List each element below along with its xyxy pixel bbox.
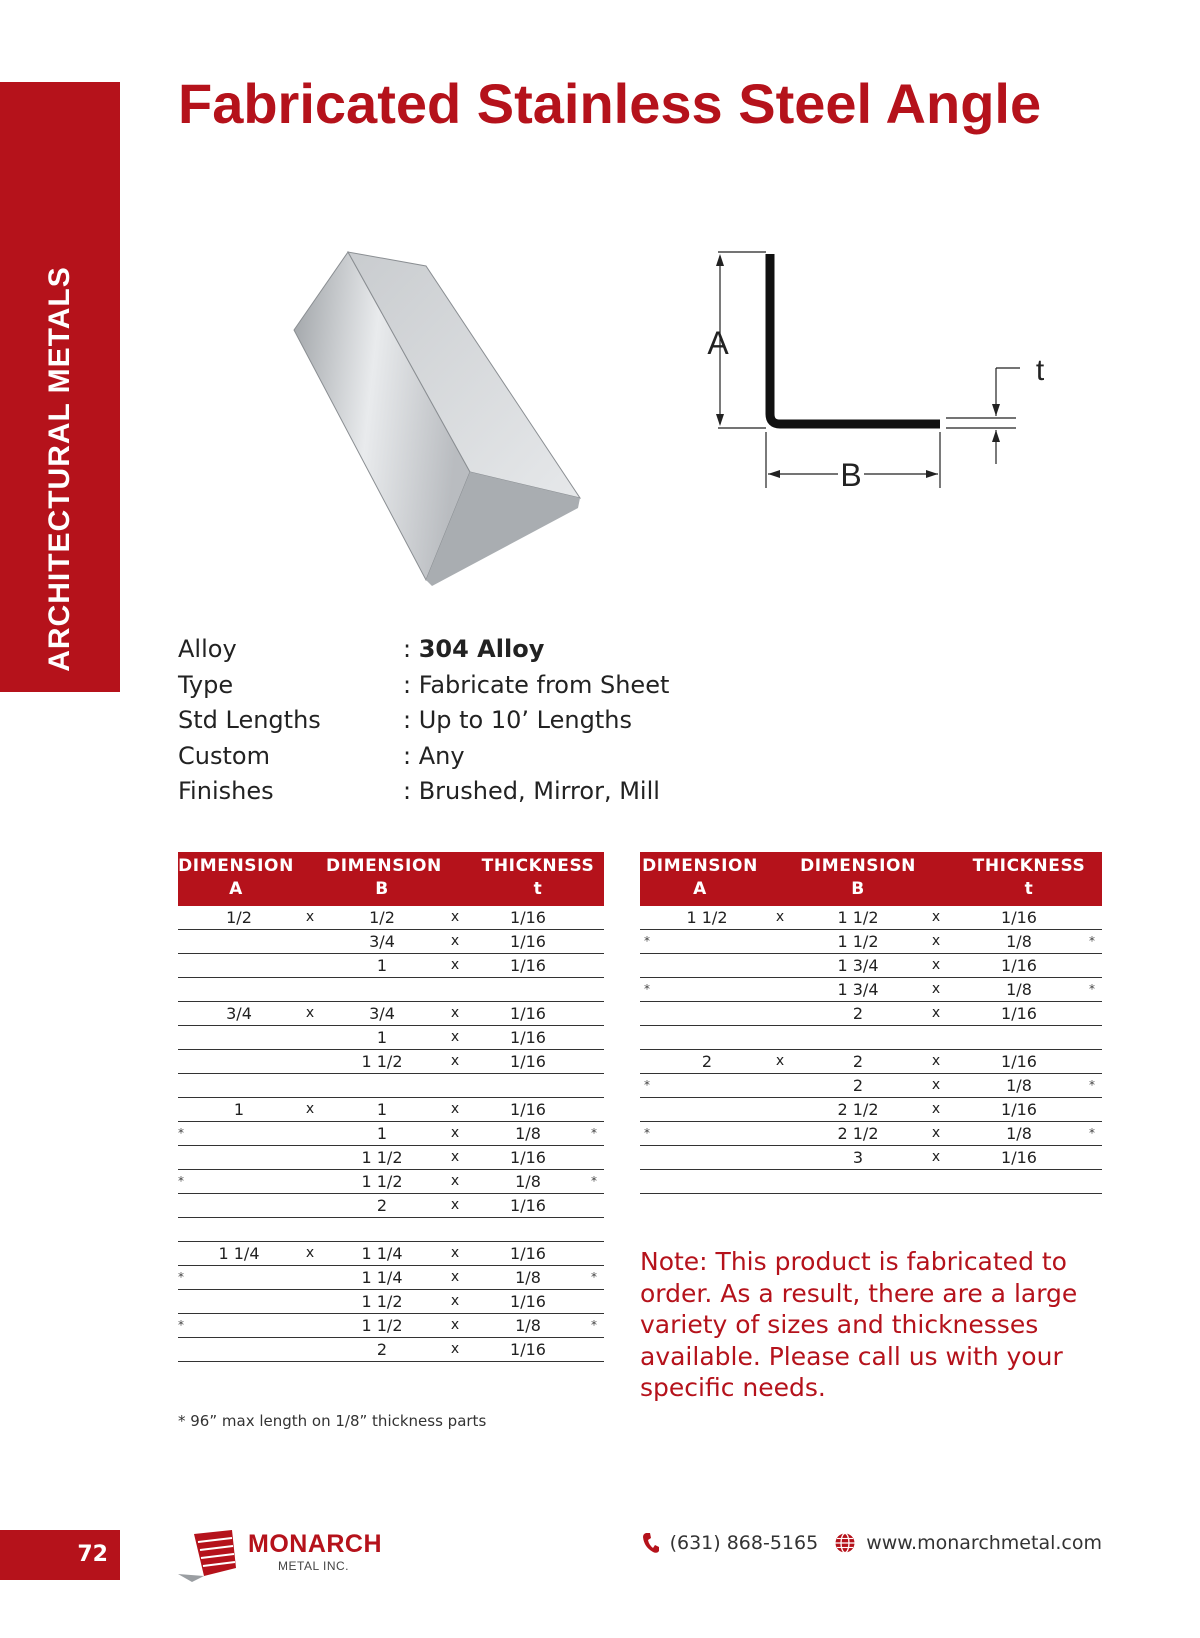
- separator-x: x: [294, 906, 326, 930]
- table-row: [178, 1050, 604, 1074]
- star-marker: [1082, 1098, 1102, 1122]
- table-row: [178, 1074, 604, 1098]
- thickness-cell: 1/16: [956, 1146, 1082, 1170]
- header-dimension-b: DIMENSION B: [800, 852, 916, 906]
- spec-label: Finishes: [178, 777, 274, 805]
- separator-x: x: [438, 1338, 472, 1362]
- star-marker: *: [584, 1266, 604, 1290]
- dimension-a-cell: [184, 1218, 294, 1242]
- star-marker: [584, 1026, 604, 1050]
- star-marker: [1082, 1050, 1102, 1074]
- table-row: [178, 1026, 604, 1050]
- dimension-b-cell: 1: [326, 1122, 438, 1146]
- spec-row-finishes: Finishes : Brushed, Mirror, Mill: [178, 774, 669, 810]
- thickness-cell: 1/16: [956, 1098, 1082, 1122]
- star-marker: *: [584, 1314, 604, 1338]
- separator-x: x: [916, 906, 956, 930]
- separator-x: x: [916, 1050, 956, 1074]
- star-marker: [1082, 1146, 1102, 1170]
- dimension-a-cell: [654, 1170, 760, 1194]
- thickness-cell: 1/16: [472, 1146, 584, 1170]
- thickness-cell: 1/16: [472, 906, 584, 930]
- separator-x: x: [294, 1242, 326, 1266]
- separator-x: [760, 978, 800, 1002]
- thickness-cell: 1/16: [956, 954, 1082, 978]
- separator-x: [760, 954, 800, 978]
- dimension-a-cell: [184, 930, 294, 954]
- separator-x: [438, 978, 472, 1002]
- dimension-b-cell: 1 1/2: [326, 1290, 438, 1314]
- thickness-cell: 1/16: [956, 906, 1082, 930]
- star-marker: [640, 1146, 654, 1170]
- dimension-a-cell: [184, 1266, 294, 1290]
- dimension-a-cell: 2: [654, 1050, 760, 1074]
- contact-info: [642, 1532, 1102, 1554]
- star-marker: [1082, 954, 1102, 978]
- dimension-b-cell: 3/4: [326, 1002, 438, 1026]
- separator-x: x: [438, 930, 472, 954]
- table-row: [178, 1098, 604, 1122]
- separator-x: [916, 1170, 956, 1194]
- star-marker: [640, 1002, 654, 1026]
- separator-x: [294, 1146, 326, 1170]
- thickness-cell: 1/16: [472, 1194, 584, 1218]
- page-number: 72: [0, 1530, 120, 1580]
- thickness-cell: 1/8: [956, 1122, 1082, 1146]
- star-marker: [1082, 906, 1102, 930]
- header-dimension-a: DIMENSION A: [178, 852, 294, 906]
- page-title: Fabricated Stainless Steel Angle: [178, 72, 1042, 135]
- table-row: [178, 1338, 604, 1362]
- spec-row-std-lengths: Std Lengths : Up to 10’ Lengths: [178, 703, 669, 739]
- star-marker: [1082, 1002, 1102, 1026]
- thickness-cell: 1/16: [472, 930, 584, 954]
- table-row: [178, 1170, 604, 1194]
- dimension-a-cell: [184, 978, 294, 1002]
- separator-x: x: [438, 1290, 472, 1314]
- dimension-table-left: [178, 852, 604, 1362]
- dimension-a-cell: 1: [184, 1098, 294, 1122]
- table-row: [178, 1194, 604, 1218]
- table-row: [640, 1002, 1102, 1026]
- star-marker: [584, 1290, 604, 1314]
- thickness-cell: 1/16: [472, 1242, 584, 1266]
- separator-x: x: [916, 1122, 956, 1146]
- star-marker: [584, 978, 604, 1002]
- dimension-b-cell: 1/2: [326, 906, 438, 930]
- footnote: * 96” max length on 1/8” thickness parts: [178, 1412, 487, 1430]
- dimension-b-cell: 1 3/4: [800, 954, 916, 978]
- dimension-b-cell: 1 3/4: [800, 978, 916, 1002]
- header-thickness: THICKNESS t: [472, 852, 604, 906]
- separator-x: [294, 954, 326, 978]
- thickness-cell: 1/8: [472, 1170, 584, 1194]
- separator-x: [294, 1026, 326, 1050]
- dimension-a-cell: [184, 1314, 294, 1338]
- dimension-a-cell: [184, 1194, 294, 1218]
- thickness-cell: 1/16: [472, 1338, 584, 1362]
- star-marker: [640, 1098, 654, 1122]
- separator-x: x: [438, 1026, 472, 1050]
- separator-x: [760, 1074, 800, 1098]
- monarch-logo[interactable]: [178, 1528, 398, 1584]
- separator-x: x: [438, 1170, 472, 1194]
- separator-x: x: [760, 906, 800, 930]
- separator-x: [294, 1266, 326, 1290]
- dimension-b-cell: [326, 1218, 438, 1242]
- dimension-b-cell: 3/4: [326, 930, 438, 954]
- star-marker: [584, 1074, 604, 1098]
- dimension-b-cell: [326, 1074, 438, 1098]
- table-row: [640, 1146, 1102, 1170]
- star-marker: *: [640, 978, 654, 1002]
- table-row: [178, 930, 604, 954]
- star-marker: *: [178, 1122, 184, 1146]
- header-dimension-a: DIMENSION A: [640, 852, 760, 906]
- dimension-b-cell: 1 1/2: [800, 906, 916, 930]
- dimension-b-cell: 2: [800, 1074, 916, 1098]
- dimension-a-cell: [654, 1074, 760, 1098]
- dimension-a-cell: [184, 1290, 294, 1314]
- star-marker: [640, 1170, 654, 1194]
- dimension-a-cell: 1 1/4: [184, 1242, 294, 1266]
- monarch-logo-icon: [178, 1528, 248, 1584]
- table-row: [178, 1290, 604, 1314]
- dimension-a-cell: [184, 1146, 294, 1170]
- star-marker: [584, 954, 604, 978]
- dimension-b-cell: [326, 978, 438, 1002]
- dimension-a-cell: [184, 954, 294, 978]
- spec-value: Fabricate from Sheet: [418, 670, 670, 699]
- separator-x: x: [438, 1098, 472, 1122]
- thickness-cell: 1/16: [956, 1002, 1082, 1026]
- thickness-cell: [472, 978, 584, 1002]
- side-tab: [0, 82, 120, 692]
- thickness-cell: 1/16: [956, 1050, 1082, 1074]
- header-thickness: THICKNESS t: [956, 852, 1102, 906]
- dimension-table-right: [640, 852, 1102, 1194]
- thickness-cell: 1/8: [956, 978, 1082, 1002]
- table-row: [640, 1170, 1102, 1194]
- star-marker: [640, 906, 654, 930]
- table-row: [178, 1002, 604, 1026]
- separator-x: x: [438, 1314, 472, 1338]
- dimension-b-cell: 2: [800, 1002, 916, 1026]
- table-row: [640, 930, 1102, 954]
- dimension-b-cell: 2: [800, 1050, 916, 1074]
- table-row: [178, 1266, 604, 1290]
- separator-x: [760, 1170, 800, 1194]
- dimension-b-cell: 1 1/2: [326, 1170, 438, 1194]
- star-marker: [584, 930, 604, 954]
- dimension-a-cell: [654, 930, 760, 954]
- separator-x: [760, 1026, 800, 1050]
- separator-x: [438, 1218, 472, 1242]
- phone-number[interactable]: (631) 868-5165: [669, 1532, 819, 1554]
- dimension-b-cell: 1 1/2: [326, 1146, 438, 1170]
- separator-x: [294, 1194, 326, 1218]
- star-marker: [1082, 1026, 1102, 1050]
- star-marker: *: [584, 1122, 604, 1146]
- separator-x: [294, 930, 326, 954]
- dimension-b-cell: 1 1/4: [326, 1242, 438, 1266]
- dimension-b-cell: [800, 1170, 916, 1194]
- star-marker: [584, 1146, 604, 1170]
- separator-x: [294, 1290, 326, 1314]
- separator-x: [760, 1122, 800, 1146]
- star-marker: *: [640, 930, 654, 954]
- dimension-b-cell: 1 1/2: [326, 1314, 438, 1338]
- star-marker: [640, 954, 654, 978]
- table-row: [178, 978, 604, 1002]
- star-marker: *: [1082, 978, 1102, 1002]
- dimension-b-cell: 2 1/2: [800, 1122, 916, 1146]
- separator-x: x: [438, 1266, 472, 1290]
- dimension-a-cell: [654, 1122, 760, 1146]
- thickness-t-label: t: [1035, 354, 1045, 387]
- dimension-b-cell: 2: [326, 1194, 438, 1218]
- table-row: [640, 978, 1102, 1002]
- table-row: [640, 1026, 1102, 1050]
- table-row: [178, 1146, 604, 1170]
- table-row: [178, 1242, 604, 1266]
- separator-x: [294, 1170, 326, 1194]
- thickness-cell: [472, 1074, 584, 1098]
- star-marker: [584, 1098, 604, 1122]
- star-marker: *: [1082, 930, 1102, 954]
- dimension-a-cell: [654, 1098, 760, 1122]
- separator-x: x: [438, 1050, 472, 1074]
- spec-value: Any: [418, 741, 465, 770]
- dimension-a-cell: [654, 978, 760, 1002]
- separator-x: x: [438, 1242, 472, 1266]
- thickness-cell: 1/16: [472, 1026, 584, 1050]
- dimension-a-cell: [654, 1026, 760, 1050]
- dimension-b-cell: 1: [326, 954, 438, 978]
- dimension-b-cell: [800, 1026, 916, 1050]
- star-marker: *: [640, 1074, 654, 1098]
- dimension-a-cell: [654, 1146, 760, 1170]
- website-link[interactable]: www.monarchmetal.com: [866, 1532, 1102, 1554]
- table-row: [640, 1098, 1102, 1122]
- header-dimension-b: DIMENSION B: [326, 852, 438, 906]
- dimension-a-cell: [654, 1002, 760, 1026]
- dimension-b-cell: 1 1/2: [326, 1050, 438, 1074]
- thickness-cell: 1/8: [472, 1314, 584, 1338]
- separator-x: [760, 1098, 800, 1122]
- spec-label: Custom: [178, 741, 270, 770]
- star-marker: *: [1082, 1074, 1102, 1098]
- dimension-b-cell: 2: [326, 1338, 438, 1362]
- star-marker: *: [178, 1266, 184, 1290]
- table-row: [640, 906, 1102, 930]
- star-marker: *: [584, 1170, 604, 1194]
- separator-x: x: [916, 1146, 956, 1170]
- dimension-b-cell: 3: [800, 1146, 916, 1170]
- spec-list: [178, 632, 669, 810]
- separator-x: [916, 1026, 956, 1050]
- thickness-cell: [956, 1026, 1082, 1050]
- separator-x: x: [438, 906, 472, 930]
- separator-x: [294, 1218, 326, 1242]
- dimension-a-cell: [184, 1074, 294, 1098]
- spec-label: Type: [178, 670, 234, 699]
- thickness-cell: 1/8: [956, 1074, 1082, 1098]
- star-marker: [640, 1050, 654, 1074]
- separator-x: x: [916, 1074, 956, 1098]
- star-marker: [584, 906, 604, 930]
- star-marker: [584, 1218, 604, 1242]
- separator-x: [760, 930, 800, 954]
- separator-x: x: [294, 1098, 326, 1122]
- separator-x: [294, 1314, 326, 1338]
- dimension-a-label: A: [707, 325, 729, 361]
- dimension-b-label: B: [840, 457, 862, 493]
- side-tab-label: ARCHITECTURAL METALS: [43, 266, 76, 672]
- angle-product-image: [290, 250, 620, 610]
- separator-x: x: [916, 930, 956, 954]
- logo-name: MONARCH: [248, 1530, 383, 1558]
- separator-x: x: [916, 954, 956, 978]
- star-marker: *: [178, 1170, 184, 1194]
- spec-label: Alloy: [178, 635, 237, 663]
- thickness-cell: [472, 1218, 584, 1242]
- star-marker: [584, 1338, 604, 1362]
- spec-label: Std Lengths: [178, 706, 321, 734]
- separator-x: [294, 978, 326, 1002]
- thickness-cell: 1/8: [956, 930, 1082, 954]
- fabrication-note: Note: This product is fabricated to order. As a result, there are a large variety of sizes and thicknesses available. Please call us with your specific needs.: [640, 1247, 1078, 1402]
- thickness-cell: 1/16: [472, 1098, 584, 1122]
- separator-x: x: [916, 978, 956, 1002]
- dimension-a-cell: [184, 1050, 294, 1074]
- spec-value: Brushed, Mirror, Mill: [418, 777, 660, 805]
- table-row: [640, 1050, 1102, 1074]
- separator-x: x: [438, 954, 472, 978]
- table-row: [178, 1218, 604, 1242]
- star-marker: [1082, 1170, 1102, 1194]
- separator-x: x: [438, 1194, 472, 1218]
- angle-dimension-diagram: [707, 250, 1100, 520]
- dimension-a-cell: [184, 1122, 294, 1146]
- separator-x: [294, 1338, 326, 1362]
- table-row: [178, 1122, 604, 1146]
- separator-x: [438, 1074, 472, 1098]
- phone-icon: [642, 1532, 660, 1554]
- globe-icon: [834, 1532, 856, 1554]
- separator-x: x: [760, 1050, 800, 1074]
- thickness-cell: 1/16: [472, 954, 584, 978]
- dimension-a-cell: [654, 954, 760, 978]
- thickness-cell: 1/8: [472, 1266, 584, 1290]
- star-marker: [584, 1002, 604, 1026]
- separator-x: x: [294, 1002, 326, 1026]
- star-marker: [640, 1026, 654, 1050]
- star-marker: [584, 1050, 604, 1074]
- table-row: [178, 906, 604, 930]
- table-row: [640, 954, 1102, 978]
- table-row: [178, 1314, 604, 1338]
- thickness-cell: 1/8: [472, 1122, 584, 1146]
- star-marker: *: [1082, 1122, 1102, 1146]
- dimension-b-cell: 2 1/2: [800, 1098, 916, 1122]
- thickness-cell: [956, 1170, 1082, 1194]
- star-marker: *: [640, 1122, 654, 1146]
- dimension-a-cell: [184, 1170, 294, 1194]
- spec-value: 304 Alloy: [418, 635, 545, 663]
- dimension-a-cell: [184, 1338, 294, 1362]
- dimension-b-cell: 1 1/2: [800, 930, 916, 954]
- thickness-cell: 1/16: [472, 1002, 584, 1026]
- separator-x: x: [438, 1002, 472, 1026]
- dimension-a-cell: [184, 1026, 294, 1050]
- star-marker: [584, 1194, 604, 1218]
- dimension-b-cell: 1: [326, 1098, 438, 1122]
- dimension-a-cell: 1 1/2: [654, 906, 760, 930]
- separator-x: x: [438, 1146, 472, 1170]
- star-marker: *: [178, 1314, 184, 1338]
- separator-x: [294, 1050, 326, 1074]
- separator-x: [760, 1002, 800, 1026]
- separator-x: x: [438, 1122, 472, 1146]
- spec-row-custom: Custom : Any: [178, 739, 669, 775]
- separator-x: x: [916, 1002, 956, 1026]
- logo-subtitle: METAL INC.: [278, 1559, 350, 1573]
- separator-x: [294, 1122, 326, 1146]
- dimension-a-cell: 1/2: [184, 906, 294, 930]
- dimension-b-cell: 1 1/4: [326, 1266, 438, 1290]
- table-row: [178, 954, 604, 978]
- spec-row-alloy: Alloy : 304 Alloy: [178, 632, 669, 668]
- separator-x: x: [916, 1098, 956, 1122]
- thickness-cell: 1/16: [472, 1290, 584, 1314]
- star-marker: [584, 1242, 604, 1266]
- spec-row-type: Type : Fabricate from Sheet: [178, 668, 669, 704]
- thickness-cell: 1/16: [472, 1050, 584, 1074]
- table-row: [640, 1074, 1102, 1098]
- separator-x: [294, 1074, 326, 1098]
- dimension-b-cell: 1: [326, 1026, 438, 1050]
- dimension-a-cell: 3/4: [184, 1002, 294, 1026]
- table-row: [640, 1122, 1102, 1146]
- separator-x: [760, 1146, 800, 1170]
- spec-value: Up to 10’ Lengths: [418, 706, 632, 734]
